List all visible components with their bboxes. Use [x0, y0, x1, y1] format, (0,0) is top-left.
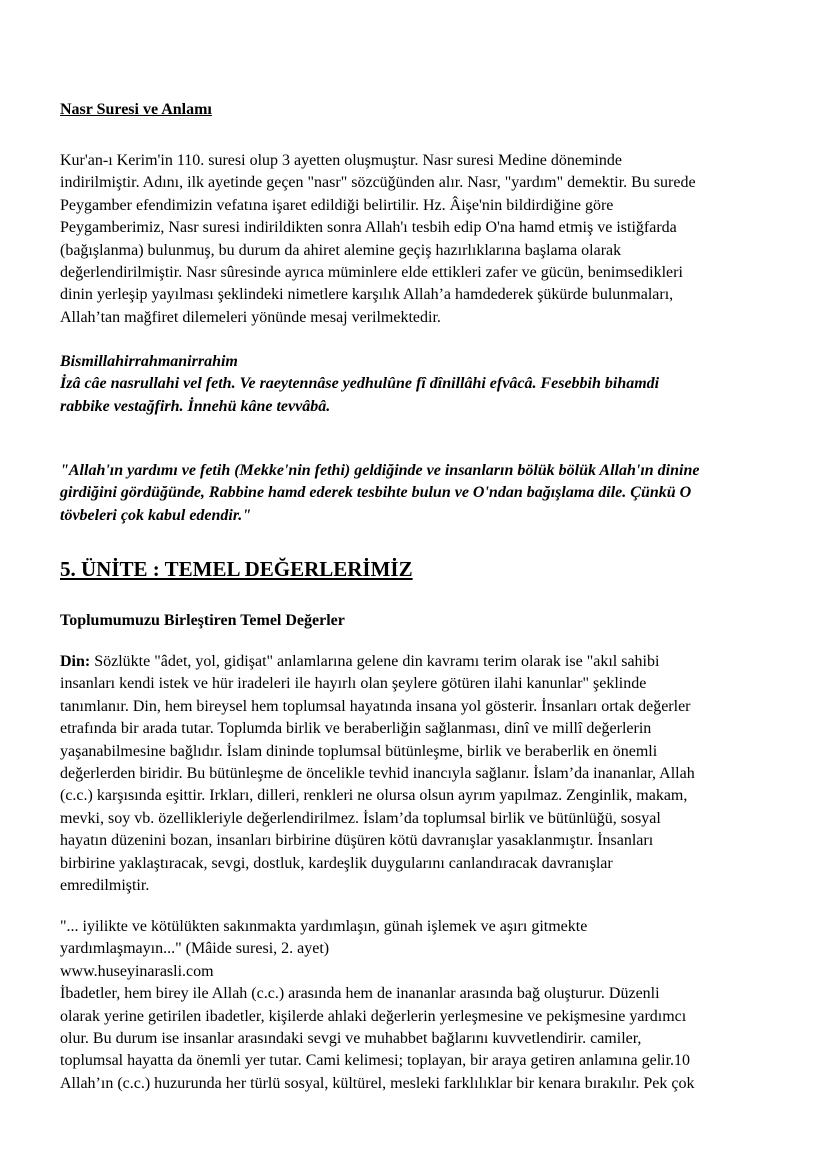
text-line: tövbeleri çok kabul edendir." [60, 506, 252, 524]
arabic-transliteration [60, 351, 780, 418]
section-title [60, 99, 780, 121]
din-paragraph [60, 651, 780, 897]
text-line: rabbike vestağfirh. İnnehü kâne tevvâbâ. [60, 397, 331, 415]
text-line: olur. Bu durum ise insanlar arasındaki sevgi ve muhabbet bağlarını kuvvetlendirir. camiler, [60, 1029, 642, 1047]
text-line: Peygamber efendimizin vefatına işaret edildiği belirtilir. Hz. Âişe'nin bildirdiğine göre [60, 196, 614, 214]
text-line: birbirine yaklaştıracak, sevgi, dostluk, kardeşlik duygularını canlandıracak davranışlar [60, 854, 613, 872]
text-line: Kur'an-ı Kerim'in 110. suresi olup 3 ayetten oluşmuştur. Nasr suresi Medine döneminde [60, 152, 622, 169]
din-line: Sözlükte "âdet, yol, gidişat" anlamlarına gelene din kavramı terim olarak ise "akıl sahibi [90, 653, 660, 670]
text-line: Bismillahirrahmanirrahim [60, 353, 238, 370]
text-line: toplumsal hayatta da önemli yer tutar. Cami kelimesi; toplayan, bir araya getiren anlamına gelir.10 [60, 1052, 691, 1070]
text-line: hayatın düzenini bozan, insanları birbirine düşüren kötü davranışlar yasaklanmıştır. İnsanları [60, 832, 654, 850]
text-line: değerlendirilmiştir. Nasr sûresinde ayrıca müminlere elde ettikleri zafer ve gücün, benimsedikleri [60, 263, 683, 281]
text-line: emredilmiştir. [60, 876, 150, 894]
text-line: girdiğini gördüğünde, Rabbine hamd ederek tesbihte bulun ve O'ndan bağışlama dile. Çünkü O [60, 484, 692, 502]
text-line: mevki, soy vb. özellikleriyle değerlendirilmez. İslam’da toplumsal birlik ve bütünlüğü, sosyal [60, 809, 661, 827]
unit-heading-block [60, 556, 780, 582]
text-line: dinin yerleşip yayılması şeklindeki nimetlere karşılık Allah’a hamdederek şükürde bulunmaları, [60, 286, 674, 304]
text-line: "... iyilikte ve kötülükten sakınmakta yardımlaşın, günah işlemek ve aşırı gitmekte [60, 918, 588, 935]
text-line: İzâ câe nasrullahi vel feth. Ve raeytennâse yedhulûne fî dînillâhi efvâcâ. Fesebbih bihamdi [60, 375, 660, 393]
nasr-title: Nasr Suresi ve Anlamı [60, 101, 212, 118]
text-line: "Allah'ın yardımı ve fetih (Mekke'nin fethi) geldiğinde ve insanların bölük bölük Allah'ın dinine [60, 462, 700, 479]
text-line: (c.c.) karşısında eşittir. Irkları, dilleri, renkleri ne olursa olsun ayrım yapılmaz. Zenginlik, makam, [60, 787, 688, 805]
text-line: Peygamberimiz, Nasr suresi indirildikten sonra Allah'ı tesbih edip O'na hamd etmiş ve istiğfarda [60, 219, 677, 237]
text-line: değerlerden biridir. Bu bütünleşme de öncelikle tevhid inancıyla sağlanır. İslam’da inananlar, Allah [60, 764, 695, 782]
text-line: indirilmiştir. Adını, ilk ayetinde geçen "nasr" sözcüğünden alır. Nasr, "yardım" demektir. Bu surede [60, 174, 696, 192]
quote-and-worship [60, 916, 780, 1095]
text-line: yardımlaşmayın..." (Mâide suresi, 2. ayet) [60, 940, 330, 958]
text-line: Allah’ın (c.c.) huzurunda her türlü sosyal, kültürel, mesleki farklılıklar bir kenara bırakılır. Pek çok [60, 1074, 695, 1092]
text-line: (bağışlanma) bulunmuş, bu durum da ahiret alemine geçiş hazırlıklarına başlama olarak [60, 241, 622, 259]
unit-subheading: Toplumumuzu Birleştiren Temel Değerler [60, 612, 345, 629]
translation-quote [60, 460, 780, 527]
text-line: yaşanabilmesine bağlıdır. İslam dininde toplumsal bütünleşme, birlik ve beraberlik en önemli [60, 742, 658, 760]
text-line: İbadetler, hem birey ile Allah (c.c.) arasında hem de inananlar arasında bağ oluşturur. Düzenli [60, 985, 660, 1003]
text-line: olarak yerine getirilen ibadetler, kişilerde ahlaki değerlerin yerleşmesine ve pekişmesine yardımcı [60, 1007, 687, 1025]
text-line: www.huseyinarasli.com [60, 962, 214, 980]
nasr-paragraph [60, 150, 780, 329]
text-line: etrafında bir arada tutar. Toplumda birlik ve beraberliğin sağlanması, dinî ve millî değerlerin [60, 720, 652, 738]
unit-heading: 5. ÜNİTE : TEMEL DEĞERLERİMİZ [60, 557, 413, 581]
din-rest [60, 673, 780, 897]
text-line: tanımlanır. Din, hem bireysel hem toplumsal hayatında insana yol gösterir. İnsanları ortak değerler [60, 697, 691, 715]
din-label: Din: [60, 653, 91, 670]
din-line-first [60, 651, 780, 673]
text-line: insanları kendi istek ve hür iradeleri ile hayırlı olan şeylere götüren ilahi kanunlar" şeklinde [60, 675, 647, 693]
text-line: Allah’tan mağfiret dilemeleri yönünde mesaj verilmektedir. [60, 308, 441, 326]
subheading-block [60, 610, 780, 632]
